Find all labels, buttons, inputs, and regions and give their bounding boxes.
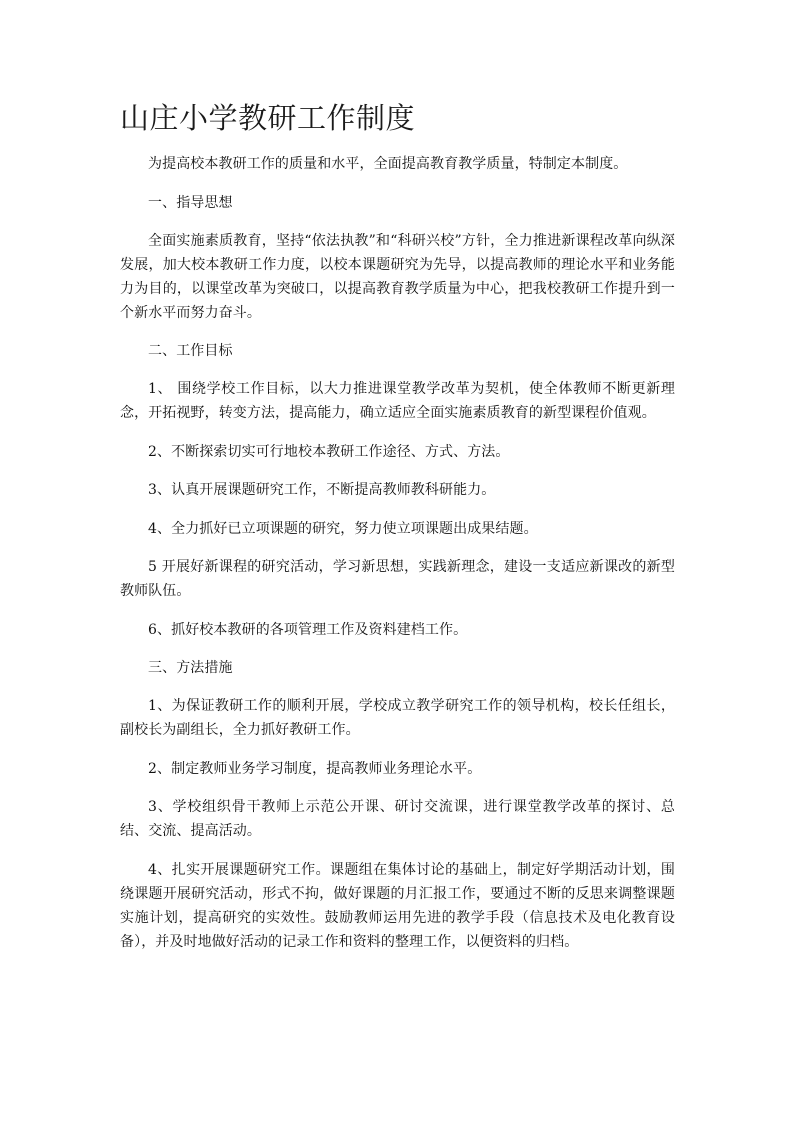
paragraph-guiding-ideology: 全面实施素质教育，坚持“依法执教”和“科研兴校”方针，全力推进新课程改革向纵深发展，加大校本教研工作力度，以校本课题研究为先导，以提高教师的理论水平和业务能力为目的，以课堂改革为突破口，以提高教育教学质量为中心，把我校教研工作提升到一个新水平而努力奋斗。 bbox=[120, 232, 675, 321]
method-item-1: 1、为保证教研工作的顺利开展，学校成立教学研究工作的领导机构，校长任组长，副校长为副组长，全力抓好教研工作。 bbox=[120, 698, 675, 738]
goal-item-3: 3、认真开展课题研究工作，不断提高教师教科研能力。 bbox=[148, 482, 496, 498]
intro-paragraph: 为提高校本教研工作的质量和水平，全面提高教育教学质量，特制定本制度。 bbox=[148, 156, 628, 172]
section-heading-work-goals: 二、工作目标 bbox=[148, 343, 233, 359]
goal-item-2: 2、不断探索切实可行地校本教研工作途径、方式、方法。 bbox=[148, 443, 510, 460]
method-item-4: 4、扎实开展课题研究工作。课题组在集体讨论的基础上，制定好学期活动计划，围绕课题开展研究活动，形式不拘，做好课题的月汇报工作，要通过不断的反思来调整课题实施计划，提高研究的实效性。鼓励教师运用先进的教学手段（信息技术及电化教育设备），并及时地做好活动的记录工作和资料的整理工作，以便资料的归档。 bbox=[120, 861, 675, 950]
method-item-3: 3、学校组织骨干教师上示范公开课、研讨交流课，进行课堂教学改革的探讨、总结、交流、提高活动。 bbox=[120, 799, 675, 839]
section-heading-methods: 三、方法措施 bbox=[148, 660, 233, 676]
goal-item-4: 4、全力抓好已立项课题的研究，努力使立项课题出成果结题。 bbox=[148, 520, 538, 537]
goal-item-6: 6、抓好校本教研的各项管理工作及资料建档工作。 bbox=[148, 621, 468, 638]
goal-item-5: 5 开展好新课程的研究活动，学习新思想，实践新理念，建设一支适应新课改的新型教师队伍。 bbox=[120, 559, 675, 599]
document-body bbox=[120, 152, 675, 968]
method-item-2: 2、制定教师业务学习制度，提高教师业务理论水平。 bbox=[148, 760, 482, 777]
document-title: 山庄小学教研工作制度 bbox=[120, 101, 416, 135]
section-heading-guiding-ideology: 一、指导思想 bbox=[148, 194, 233, 211]
goal-item-1: 1、 围绕学校工作目标，以大力推进课堂教学改革为契机，使全体教师不断更新理念，开拓视野，转变方法，提高能力，确立适应全面实施素质教育的新型课程价值观。 bbox=[120, 381, 675, 421]
